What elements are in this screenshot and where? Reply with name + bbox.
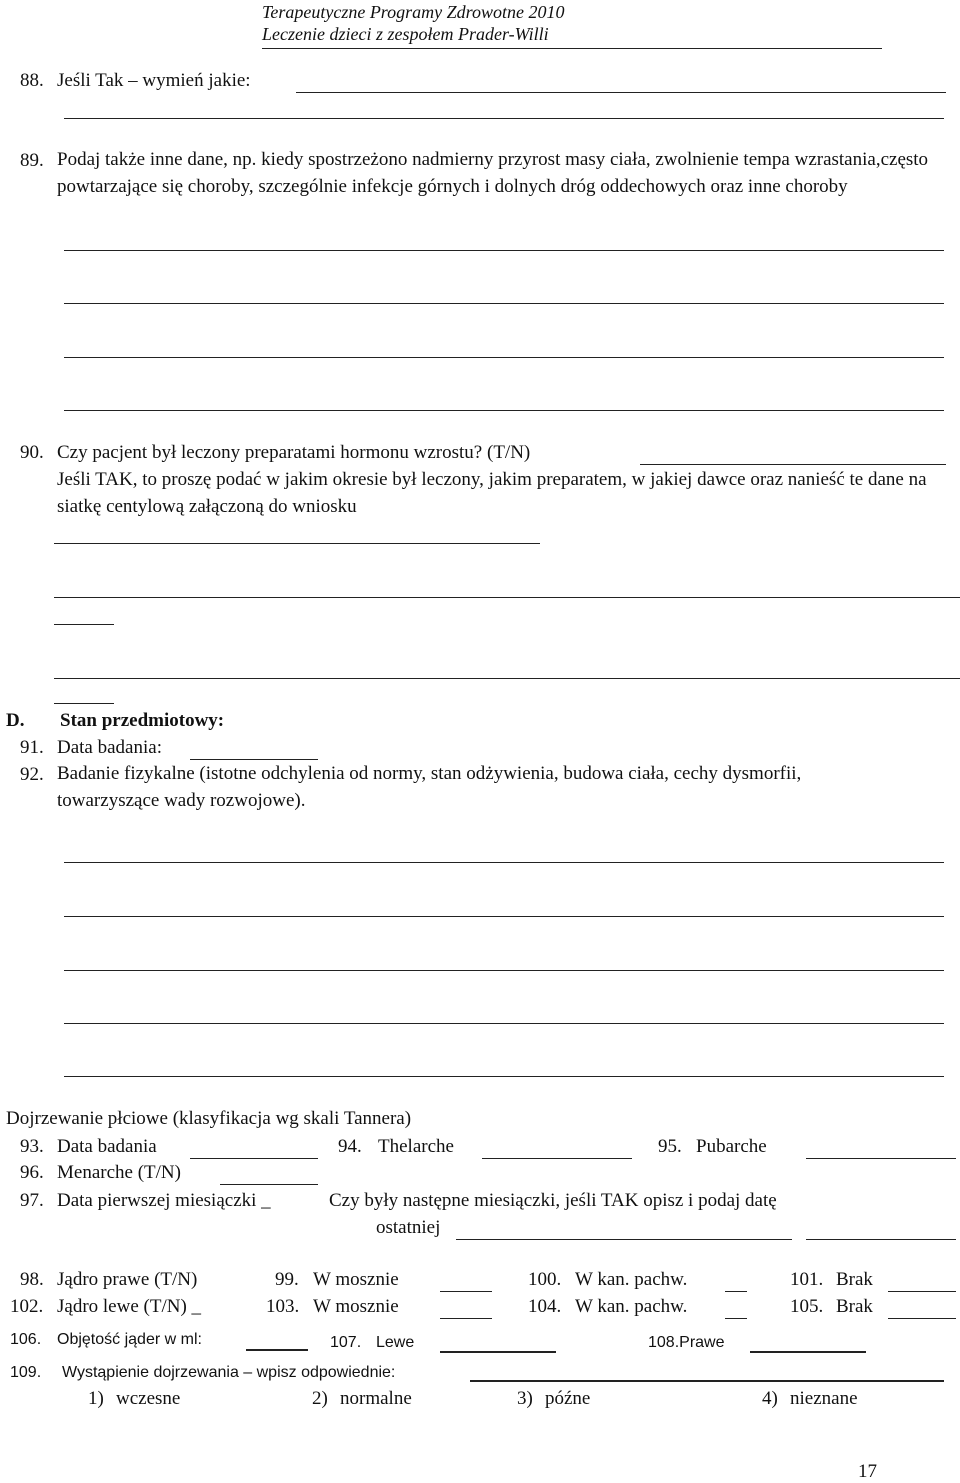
q94-number: 94. (338, 1136, 362, 1157)
q97-first-period: Data pierwszej miesiączki _ (57, 1190, 271, 1211)
q98-label: Jądro prawe (T/N) (57, 1269, 198, 1290)
q107-answer-line[interactable] (440, 1351, 556, 1353)
option-3-label[interactable]: późne (545, 1388, 591, 1409)
q106-number: 106. (10, 1331, 42, 1348)
q92-number: 92. (20, 764, 44, 785)
q109-answer-line[interactable] (470, 1380, 944, 1382)
q105-number: 105. (790, 1296, 824, 1317)
q88-answer-line-2[interactable] (64, 118, 944, 119)
q96-answer-line[interactable] (220, 1184, 318, 1185)
section-d-title: Stan przedmiotowy: (60, 710, 225, 731)
q90-detail-line-3[interactable] (54, 624, 114, 625)
q98-number: 98. (20, 1269, 44, 1290)
q90-detail-line-4[interactable] (54, 678, 960, 679)
q93-answer-line[interactable] (190, 1158, 318, 1159)
q101-number: 101. (790, 1269, 824, 1290)
q90-number: 90. (20, 442, 44, 463)
tanner-heading: Dojrzewanie płciowe (klasyfikacja wg skali Tannera) (6, 1108, 412, 1129)
q95-answer-line[interactable] (806, 1158, 956, 1159)
header-subtitle: Leczenie dzieci z zespołem Prader-Willi (262, 24, 549, 44)
q105-label: Brak (836, 1296, 873, 1317)
option-3-number: 3) (517, 1388, 533, 1409)
q90-detail-line-1[interactable] (54, 543, 540, 544)
q92-label: Badanie fizykalne (istotne odchylenia od normy, stan odżywienia, budowa ciała, cechy dysmorfii, towarzyszące wady rozwojowe). (57, 763, 802, 811)
q108-label: 108.Prawe (648, 1334, 725, 1351)
q90-instructions: Jeśli TAK, to proszę podać w jakim okresie był leczony, jakim preparatem, w jakiej dawce oraz nanieść te dane na siatkę centylową załączoną do wniosku (57, 469, 927, 517)
q92-answer-line-4[interactable] (64, 1023, 944, 1024)
q107-number: 107. (330, 1334, 362, 1351)
option-1-label[interactable]: wczesne (116, 1388, 181, 1409)
q103-label: W mosznie (313, 1296, 399, 1317)
section-d-letter: D. (6, 710, 25, 731)
q100-answer-line[interactable] (725, 1291, 747, 1292)
q89-label: Podaj także inne dane, np. kiedy spostrzeżono nadmierny przyrost masy ciała, zwolnienie tempa wzrastania,często powtarzające się choroby, szczególnie infekcje górnych i dolnych dróg oddechowych oraz inne choroby (57, 149, 929, 197)
q92-answer-line-2[interactable] (64, 916, 944, 917)
q90-answer-line[interactable] (640, 464, 946, 465)
q97-answer-line-1[interactable] (456, 1239, 792, 1240)
q94-label: Thelarche (378, 1136, 454, 1157)
q102-label: Jądro lewe (T/N) _ (57, 1296, 202, 1317)
q89-number: 89. (20, 150, 44, 171)
option-1-number: 1) (88, 1388, 104, 1409)
q102-number: 102. (10, 1296, 44, 1317)
q90-detail-line-5[interactable] (54, 703, 114, 704)
q88-answer-line[interactable] (296, 92, 946, 93)
q93-label: Data badania (57, 1136, 157, 1157)
header-title: Terapeutyczne Programy Zdrowotne 2010 (262, 2, 565, 22)
q92-answer-line-5[interactable] (64, 1076, 944, 1077)
option-4-label[interactable]: nieznane (790, 1388, 858, 1409)
q96-label: Menarche (T/N) (57, 1162, 181, 1183)
option-4-number: 4) (762, 1388, 778, 1409)
header-rule (262, 48, 882, 49)
option-2-label[interactable]: normalne (340, 1388, 412, 1409)
q88-label: Jeśli Tak – wymień jakie: (57, 70, 251, 91)
q89-answer-line-2[interactable] (64, 303, 944, 304)
q92-answer-line-3[interactable] (64, 970, 944, 971)
q106-label: Objętość jąder w ml: (57, 1331, 202, 1348)
page-number: 17 (858, 1461, 877, 1482)
q101-answer-line[interactable] (888, 1291, 956, 1292)
q108-answer-line[interactable] (750, 1351, 866, 1353)
q92-answer-line-1[interactable] (64, 862, 944, 863)
q104-label: W kan. pachw. (575, 1296, 688, 1317)
q93-number: 93. (20, 1136, 44, 1157)
q100-label: W kan. pachw. (575, 1269, 688, 1290)
q105-answer-line[interactable] (888, 1318, 956, 1319)
q103-answer-line[interactable] (440, 1318, 492, 1319)
q89-answer-line-1[interactable] (64, 250, 944, 251)
q103-number: 103. (266, 1296, 300, 1317)
q101-label: Brak (836, 1269, 873, 1290)
q89-answer-line-4[interactable] (64, 410, 944, 411)
q89-answer-line-3[interactable] (64, 357, 944, 358)
q99-number: 99. (275, 1269, 299, 1290)
q100-number: 100. (528, 1269, 562, 1290)
q91-label: Data badania: (57, 737, 162, 758)
q109-number: 109. (10, 1364, 42, 1381)
q94-answer-line[interactable] (482, 1158, 632, 1159)
q99-label: W mosznie (313, 1269, 399, 1290)
q95-number: 95. (658, 1136, 682, 1157)
q97-next-periods: Czy były następne miesiączki, jeśli TAK opisz i podaj datę (329, 1190, 777, 1211)
q97-answer-line-2[interactable] (806, 1239, 956, 1240)
q91-number: 91. (20, 737, 44, 758)
q106-answer-line[interactable] (246, 1349, 308, 1351)
q95-label: Pubarche (696, 1136, 767, 1157)
q90-question: Czy pacjent był leczony preparatami hormonu wzrostu? (T/N) (57, 442, 531, 463)
q96-number: 96. (20, 1162, 44, 1183)
q99-answer-line[interactable] (440, 1291, 492, 1292)
q97-last-period: ostatniej (376, 1217, 441, 1238)
q88-number: 88. (20, 70, 44, 91)
q107-label: Lewe (376, 1334, 415, 1351)
option-2-number: 2) (312, 1388, 328, 1409)
q90-detail-line-2[interactable] (54, 597, 960, 598)
q97-number: 97. (20, 1190, 44, 1211)
q104-number: 104. (528, 1296, 562, 1317)
q104-answer-line[interactable] (725, 1318, 747, 1319)
q109-label: Wystąpienie dojrzewania – wpisz odpowiednie: (62, 1364, 396, 1381)
